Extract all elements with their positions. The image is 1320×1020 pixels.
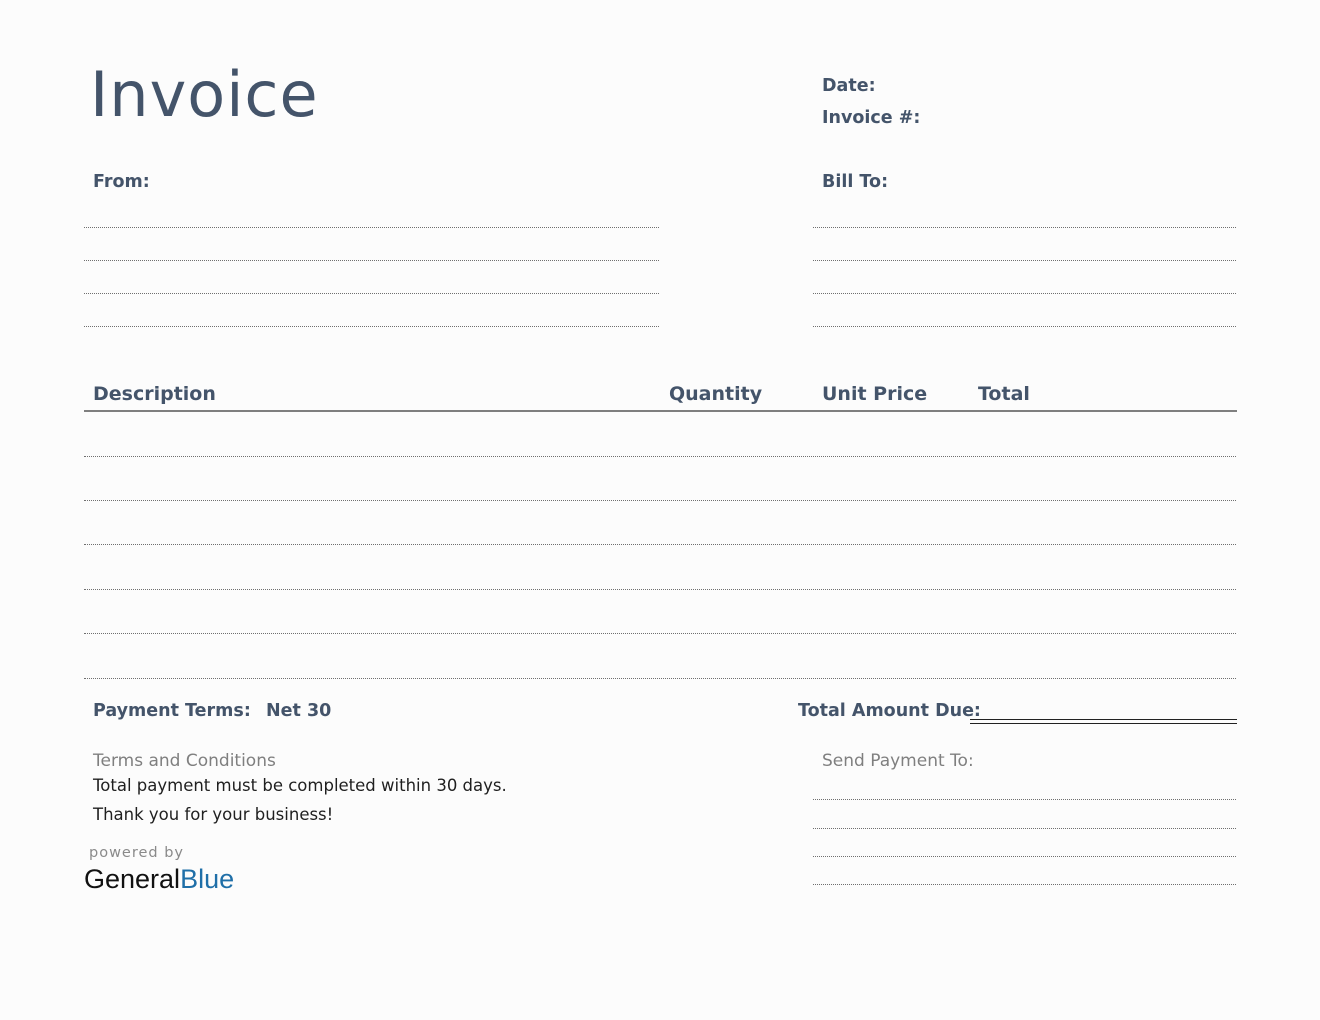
table-row[interactable] xyxy=(84,589,1236,590)
table-row[interactable] xyxy=(84,544,1236,545)
send-payment-line[interactable] xyxy=(813,856,1236,857)
terms-line: Total payment must be completed within 30 days. xyxy=(93,776,507,795)
payment-terms-label: Payment Terms: xyxy=(93,701,251,721)
bill-to-line[interactable] xyxy=(813,293,1236,294)
from-line[interactable] xyxy=(84,227,659,228)
powered-by-text: powered by xyxy=(89,845,185,861)
logo-general: General xyxy=(84,864,181,894)
thank-you-line: Thank you for your business! xyxy=(93,805,334,824)
send-payment-line[interactable] xyxy=(813,828,1236,829)
from-line[interactable] xyxy=(84,326,659,327)
from-line[interactable] xyxy=(84,260,659,261)
table-row[interactable] xyxy=(84,678,1236,679)
column-header-description: Description xyxy=(93,383,216,405)
from-line[interactable] xyxy=(84,293,659,294)
table-header-rule xyxy=(84,410,1237,412)
table-row[interactable] xyxy=(84,633,1236,634)
bill-to-label: Bill To: xyxy=(822,172,889,192)
bill-to-line[interactable] xyxy=(813,260,1236,261)
logo-blue: Blue xyxy=(180,864,235,894)
date-label: Date: xyxy=(822,76,876,96)
payment-terms-value: Net 30 xyxy=(266,701,332,721)
bill-to-line[interactable] xyxy=(813,326,1236,327)
generalblue-logo xyxy=(84,866,234,893)
send-payment-line[interactable] xyxy=(813,884,1236,885)
table-row[interactable] xyxy=(84,500,1236,501)
from-label: From: xyxy=(93,172,150,192)
invoice-number-label: Invoice #: xyxy=(822,108,921,128)
bill-to-line[interactable] xyxy=(813,227,1236,228)
total-amount-due-field[interactable] xyxy=(970,719,1237,724)
terms-heading: Terms and Conditions xyxy=(93,751,276,771)
send-payment-line[interactable] xyxy=(813,799,1236,800)
column-header-quantity: Quantity xyxy=(669,383,763,405)
column-header-unit-price: Unit Price xyxy=(822,383,928,405)
invoice-title: Invoice xyxy=(90,58,319,131)
table-row[interactable] xyxy=(84,456,1236,457)
send-payment-label: Send Payment To: xyxy=(822,751,974,771)
column-header-total: Total xyxy=(978,383,1030,405)
total-amount-due-label: Total Amount Due: xyxy=(798,701,981,721)
